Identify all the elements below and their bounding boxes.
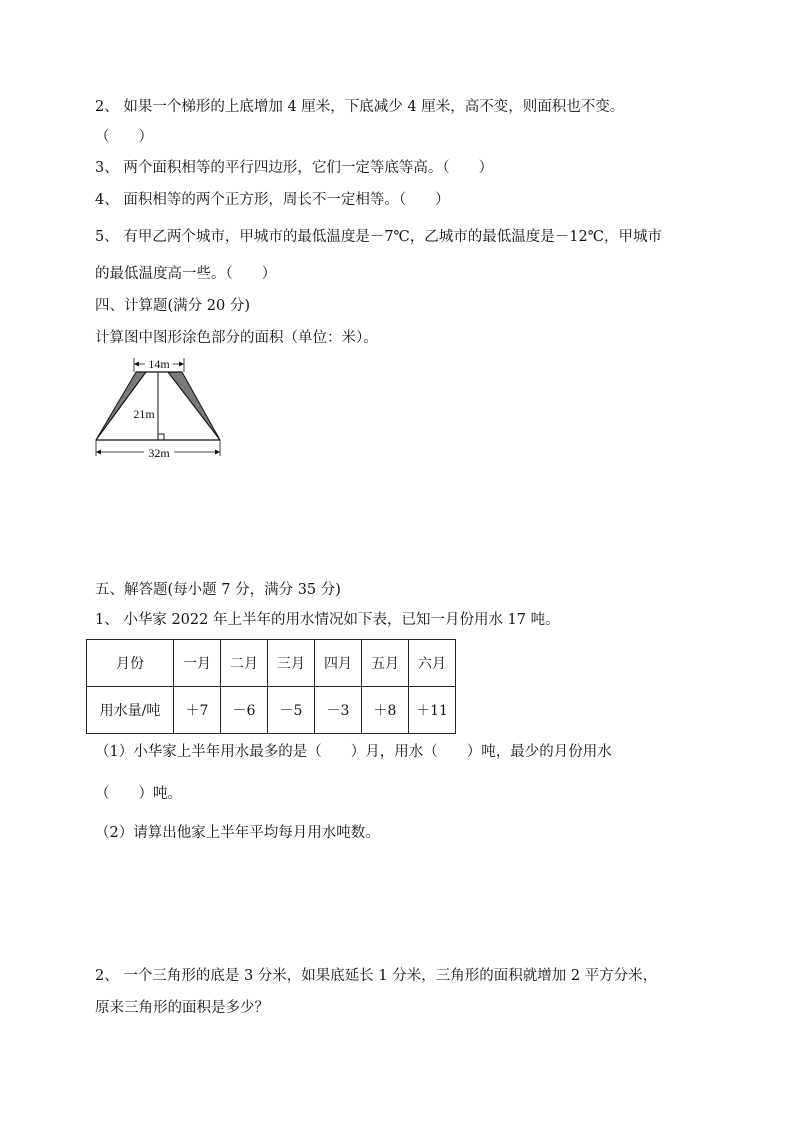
bottom-arrow-left	[96, 450, 101, 455]
solve-question-1-sub1-line1: （1）小华家上半年用水最多的是（ ）月，用水（ ）吨，最少的月份用水	[95, 744, 612, 760]
calc-instruction: 计算图中图形涂色部分的面积（单位：米）。	[95, 330, 378, 346]
solve-section-heading: 五、解答题(每小题 7 分，满分 35 分)	[95, 582, 341, 598]
judge-question-5-line1: 5、 有甲乙两个城市，甲城市的最低温度是－7℃，乙城市的最低温度是－12℃，甲城市	[95, 229, 662, 245]
table-header-cell: 二月	[221, 640, 268, 687]
solve-question-1-intro: 1、 小华家 2022 年上半年的用水情况如下表，已知一月份用水 17 吨。	[95, 612, 560, 628]
table-header-cell: 六月	[409, 640, 456, 687]
table-header-cell: 五月	[362, 640, 409, 687]
judge-question-5-line2: 的最低温度高一些。（ ）	[95, 266, 277, 282]
table-header-cell: 一月	[174, 640, 221, 687]
judge-question-4: 4、 面积相等的两个正方形，周长不一定相等。（ ）	[95, 192, 450, 208]
judge-question-3: 3、 两个面积相等的平行四边形，它们一定等底等高。（ ）	[95, 160, 494, 176]
inner-right-edge	[168, 372, 220, 440]
top-arrow-right	[179, 362, 184, 367]
solve-question-2-line2: 原来三角形的面积是多少？	[95, 1000, 269, 1016]
calc-section-heading: 四、计算题(满分 20 分)	[95, 298, 250, 314]
table-header-cell: 四月	[315, 640, 362, 687]
top-arrow-left	[134, 362, 139, 367]
water-usage-table	[86, 639, 456, 734]
top-base-label: 14m	[148, 357, 170, 371]
judge-question-2-line1: 2、 如果一个梯形的上底增加 4 厘米，下底减少 4 厘米，高不变，则面积也不变。	[95, 99, 625, 115]
right-angle-mark	[158, 434, 164, 440]
bottom-arrow-right	[215, 450, 220, 455]
solve-question-1-sub2: （2）请算出他家上半年平均每月用水吨数。	[95, 825, 380, 841]
table-cell: ＋8	[362, 687, 409, 734]
bottom-base-label: 32m	[148, 446, 170, 460]
inner-left-edge	[96, 372, 146, 440]
table-cell: ＋7	[174, 687, 221, 734]
judge-question-2-answer: （ ）	[95, 129, 153, 145]
table-cell: －3	[315, 687, 362, 734]
trapezoid-figure	[88, 352, 228, 462]
table-cell: ＋11	[409, 687, 456, 734]
solve-question-2-line1: 2、 一个三角形的底是 3 分米，如果底延长 1 分米，三角形的面积就增加 2 平方分米，	[95, 968, 658, 984]
table-header-cell: 月份	[87, 640, 174, 687]
table-header-cell: 三月	[268, 640, 315, 687]
table-header-row	[87, 640, 456, 687]
table-row	[87, 687, 456, 734]
height-label: 21m	[133, 407, 155, 421]
table-cell: －5	[268, 687, 315, 734]
table-cell: －6	[221, 687, 268, 734]
solve-question-1-sub1-line2: （ ）吨。	[95, 786, 182, 802]
table-row-label: 用水量/吨	[87, 687, 174, 734]
